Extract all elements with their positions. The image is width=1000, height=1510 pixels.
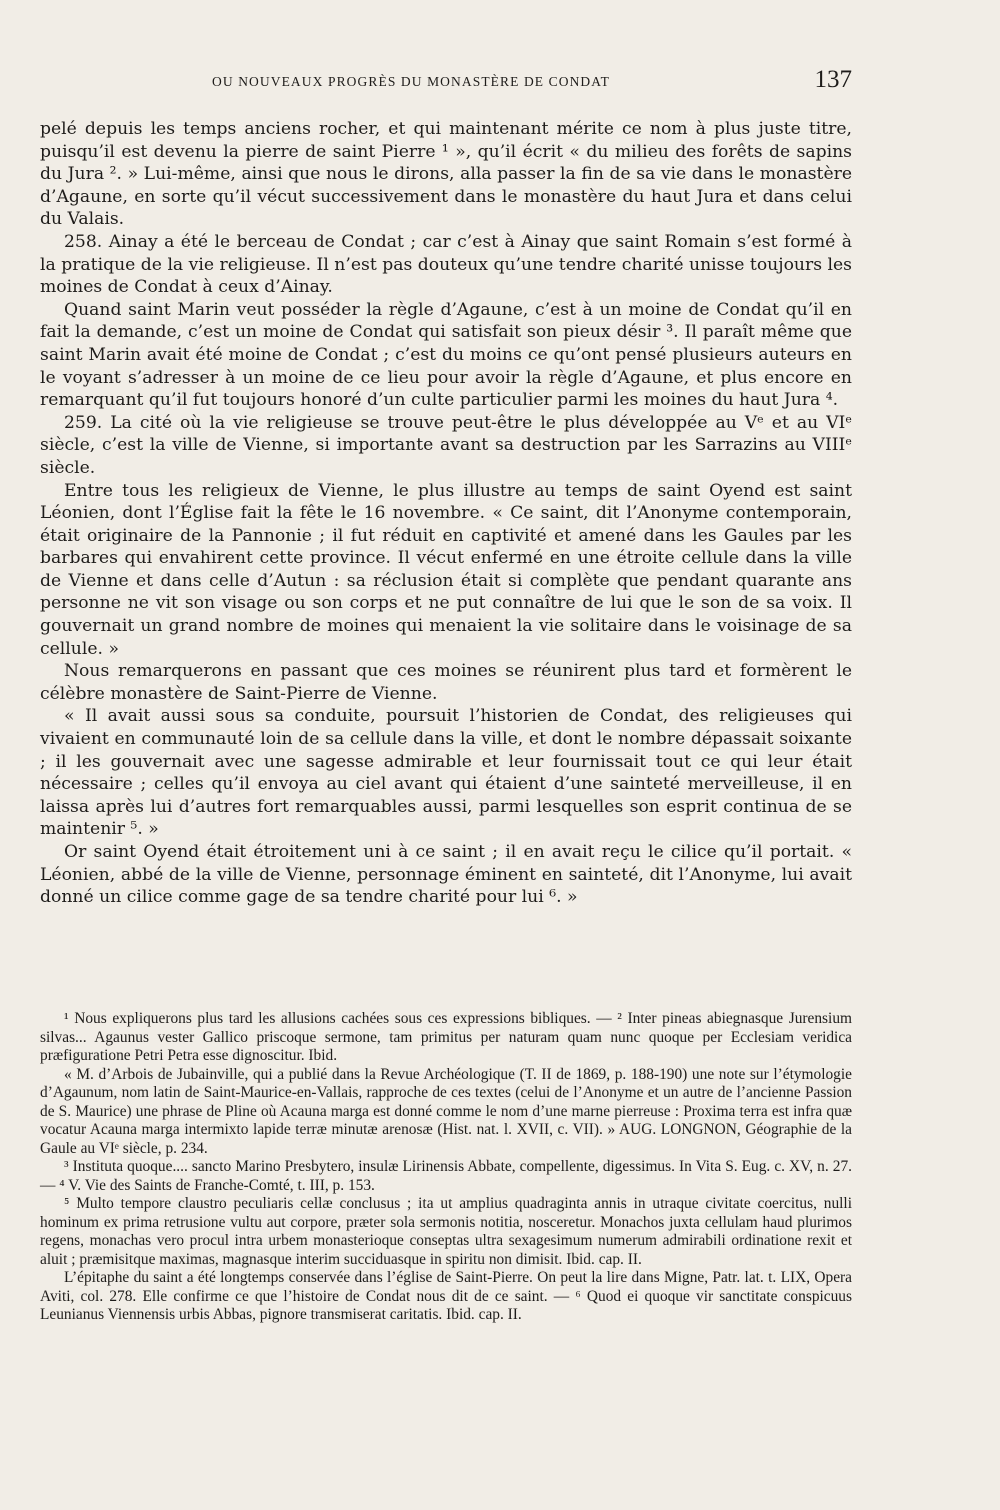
footnote-arbois: « M. d’Arbois de Jubainville, qui a publié dans la Revue Archéologique (T. II de 1869, p. 188-190) une note sur l’étymologie d’Agaunum, nom latin de Saint-Maurice-en-Vallais, rapproche de ces textes (celui de l’Anonyme et un autre de l’ancienne Passion de S. Maurice) une phrase de Pline où Acauna marga est donné comme le nom d’une marne pierreuse : Proxima terra est infra quæ vocatur Acauna marga intermixto lapide terræ minutæ arenosæ (Hist. nat. l. XVII, c. VII). » AUG. LONGNON, Géographie de la Gaule au VIᵉ siècle, p. 234. [40,1065,852,1157]
footnotes [40,1010,852,1325]
paragraph-saint-marin: Quand saint Marin veut posséder la règle d’Agaune, c’est à un moine de Condat qu’il en fait la demande, c’est un moine de Condat qui satisfait son pieux désir ³. Il paraît même que saint Marin avait été moine de Condat ; c’est du moins ce qu’ont pensé plusieurs auteurs en le voyant s’adresser à un moine de ce lieu pour avoir la règle d’Agaune, et plus encore en remarquant qu’il fut toujours honoré d’un culte particulier parmi les moines du haut Jura ⁴. [40,299,852,411]
paragraph-oyend: Or saint Oyend était étroitement uni à ce saint ; il en avait reçu le cilice qu’il portait. « Léonien, abbé de la ville de Vienne, personnage éminent en sainteté, dit l’Anonyme, lui avait donné un cilice comme gage de sa tendre charité pour lui ⁶. » [40,842,852,908]
paragraph-continuation: pelé depuis les temps anciens rocher, et qui maintenant mérite ce nom à plus juste titre, puisqu’il est devenu la pierre de saint Pierre ¹ », qu’il écrit « du milieu des forêts de sapins du Jura ². » Lui-même, ainsi que nous le dirons, alla passer la fin de sa vie dans le monastère d’Agaune, en sorte qu’il vécut successivement dans le monastère du haut Jura et dans celui du Valais. [40,119,852,230]
page-number: 137 [814,66,852,93]
main-text [40,118,852,909]
footnote-5: ⁵ Multo tempore claustro peculiaris cellæ conclusus ; ita ut amplius quadraginta annis in utraque civitate coercitus, nulli hominum ex prima retrusione vultu aut corpore, præter sola sermonis notitia, nosceretur. Monachos juxta cellulam haud plurimos regens, monachas vero procul intra urbem monasterioque conseptas ultra sexagesimum numerum admirabili ordinatione rexit et aluit ; præmisitque maximas, magnasque interim succiduasque in spiritu non dimisit. Ibid. cap. II. [40,1195,852,1268]
paragraph-leonien: Entre tous les religieux de Vienne, le plus illustre au temps de saint Oyend est saint Léonien, dont l’Église fait la fête le 16 novembre. « Ce saint, dit l’Anonyme contemporain, était originaire de la Pannonie ; il fut réduit en captivité et amené dans les Gaules par les barbares qui envahirent cette province. Il vécut enfermé en une étroite cellule dans la ville de Vienne et dans celle d’Autun : sa réclusion était si complète que pendant quarante ans personne ne vit son visage ou son corps et ne put connaître de lui que le son de sa voix. Il gouvernait un grand nombre de moines qui menaient la vie solitaire dans le voisinage de sa cellule. » [40,480,852,659]
page-header [40,66,852,102]
paragraph-258: 258. Ainay a été le berceau de Condat ; car c’est à Ainay que saint Romain s’est formé à la pratique de la vie religieuse. Il n’est pas douteux qu’une tendre charité unisse toujours les moines de Condat à ceux d’Ainay. [40,231,852,298]
paragraph-religieuses: « Il avait aussi sous sa conduite, poursuit l’historien de Condat, des religieuses qui vivaient en communauté loin de sa cellule dans la ville, et dont le nombre dépassait soixante ; il les gouvernait avec une sagesse admirable et leur fournissait tout ce qui leur était nécessaire ; celles qu’il envoya au ciel avant qui étaient d’une sainteté merveilleuse, il en laissa après lui d’autres fort remarquables aussi, parmi lesquelles son esprit continua de se maintenir ⁵. » [40,706,852,840]
paragraph-259: 259. La cité où la vie religieuse se trouve peut-être le plus développée au Vᵉ et au VIᵉ siècle, c’est la ville de Vienne, si importante avant sa destruction par les Sarrazins au VIIIᵉ siècle. [40,412,852,478]
footnote-3-4: ³ Instituta quoque.... sancto Marino Presbytero, insulæ Lirinensis Abbate, compellente, digessimus. In Vita S. Eug. c. XV, n. 27. — ⁴ V. Vie des Saints de Franche-Comté, t. III, p. 153. [40,1158,852,1194]
paragraph-moines: Nous remarquerons en passant que ces moines se réunirent plus tard et formèrent le célèbre monastère de Saint-Pierre de Vienne. [40,661,852,704]
running-title: OU NOUVEAUX PROGRÈS DU MONASTÈRE DE CONDAT [212,74,610,89]
footnote-1-2: ¹ Nous expliquerons plus tard les allusions cachées sous ces expressions bibliques. — ² Inter pineas abiegnasque Jurensium silvas... Agaunus vester Gallico priscoque sermone, tam primitus per naturam quam nunc quoque per Ecclesiam veridica præfiguratione Petri Petra esse dignoscitur. Ibid. [40,1010,852,1064]
footnote-epitaphe-6: L’épitaphe du saint a été longtemps conservée dans l’église de Saint-Pierre. On peut la lire dans Migne, Patr. lat. t. LIX, Opera Aviti, col. 278. Elle confirme ce que l’histoire de Condat nous dit de ce saint. — ⁶ Quod ei quoque vir sanctitate conspicuus Leunianus Viennensis urbis Abbas, pignore transmiserat caritatis. Ibid. cap. II. [40,1269,852,1323]
